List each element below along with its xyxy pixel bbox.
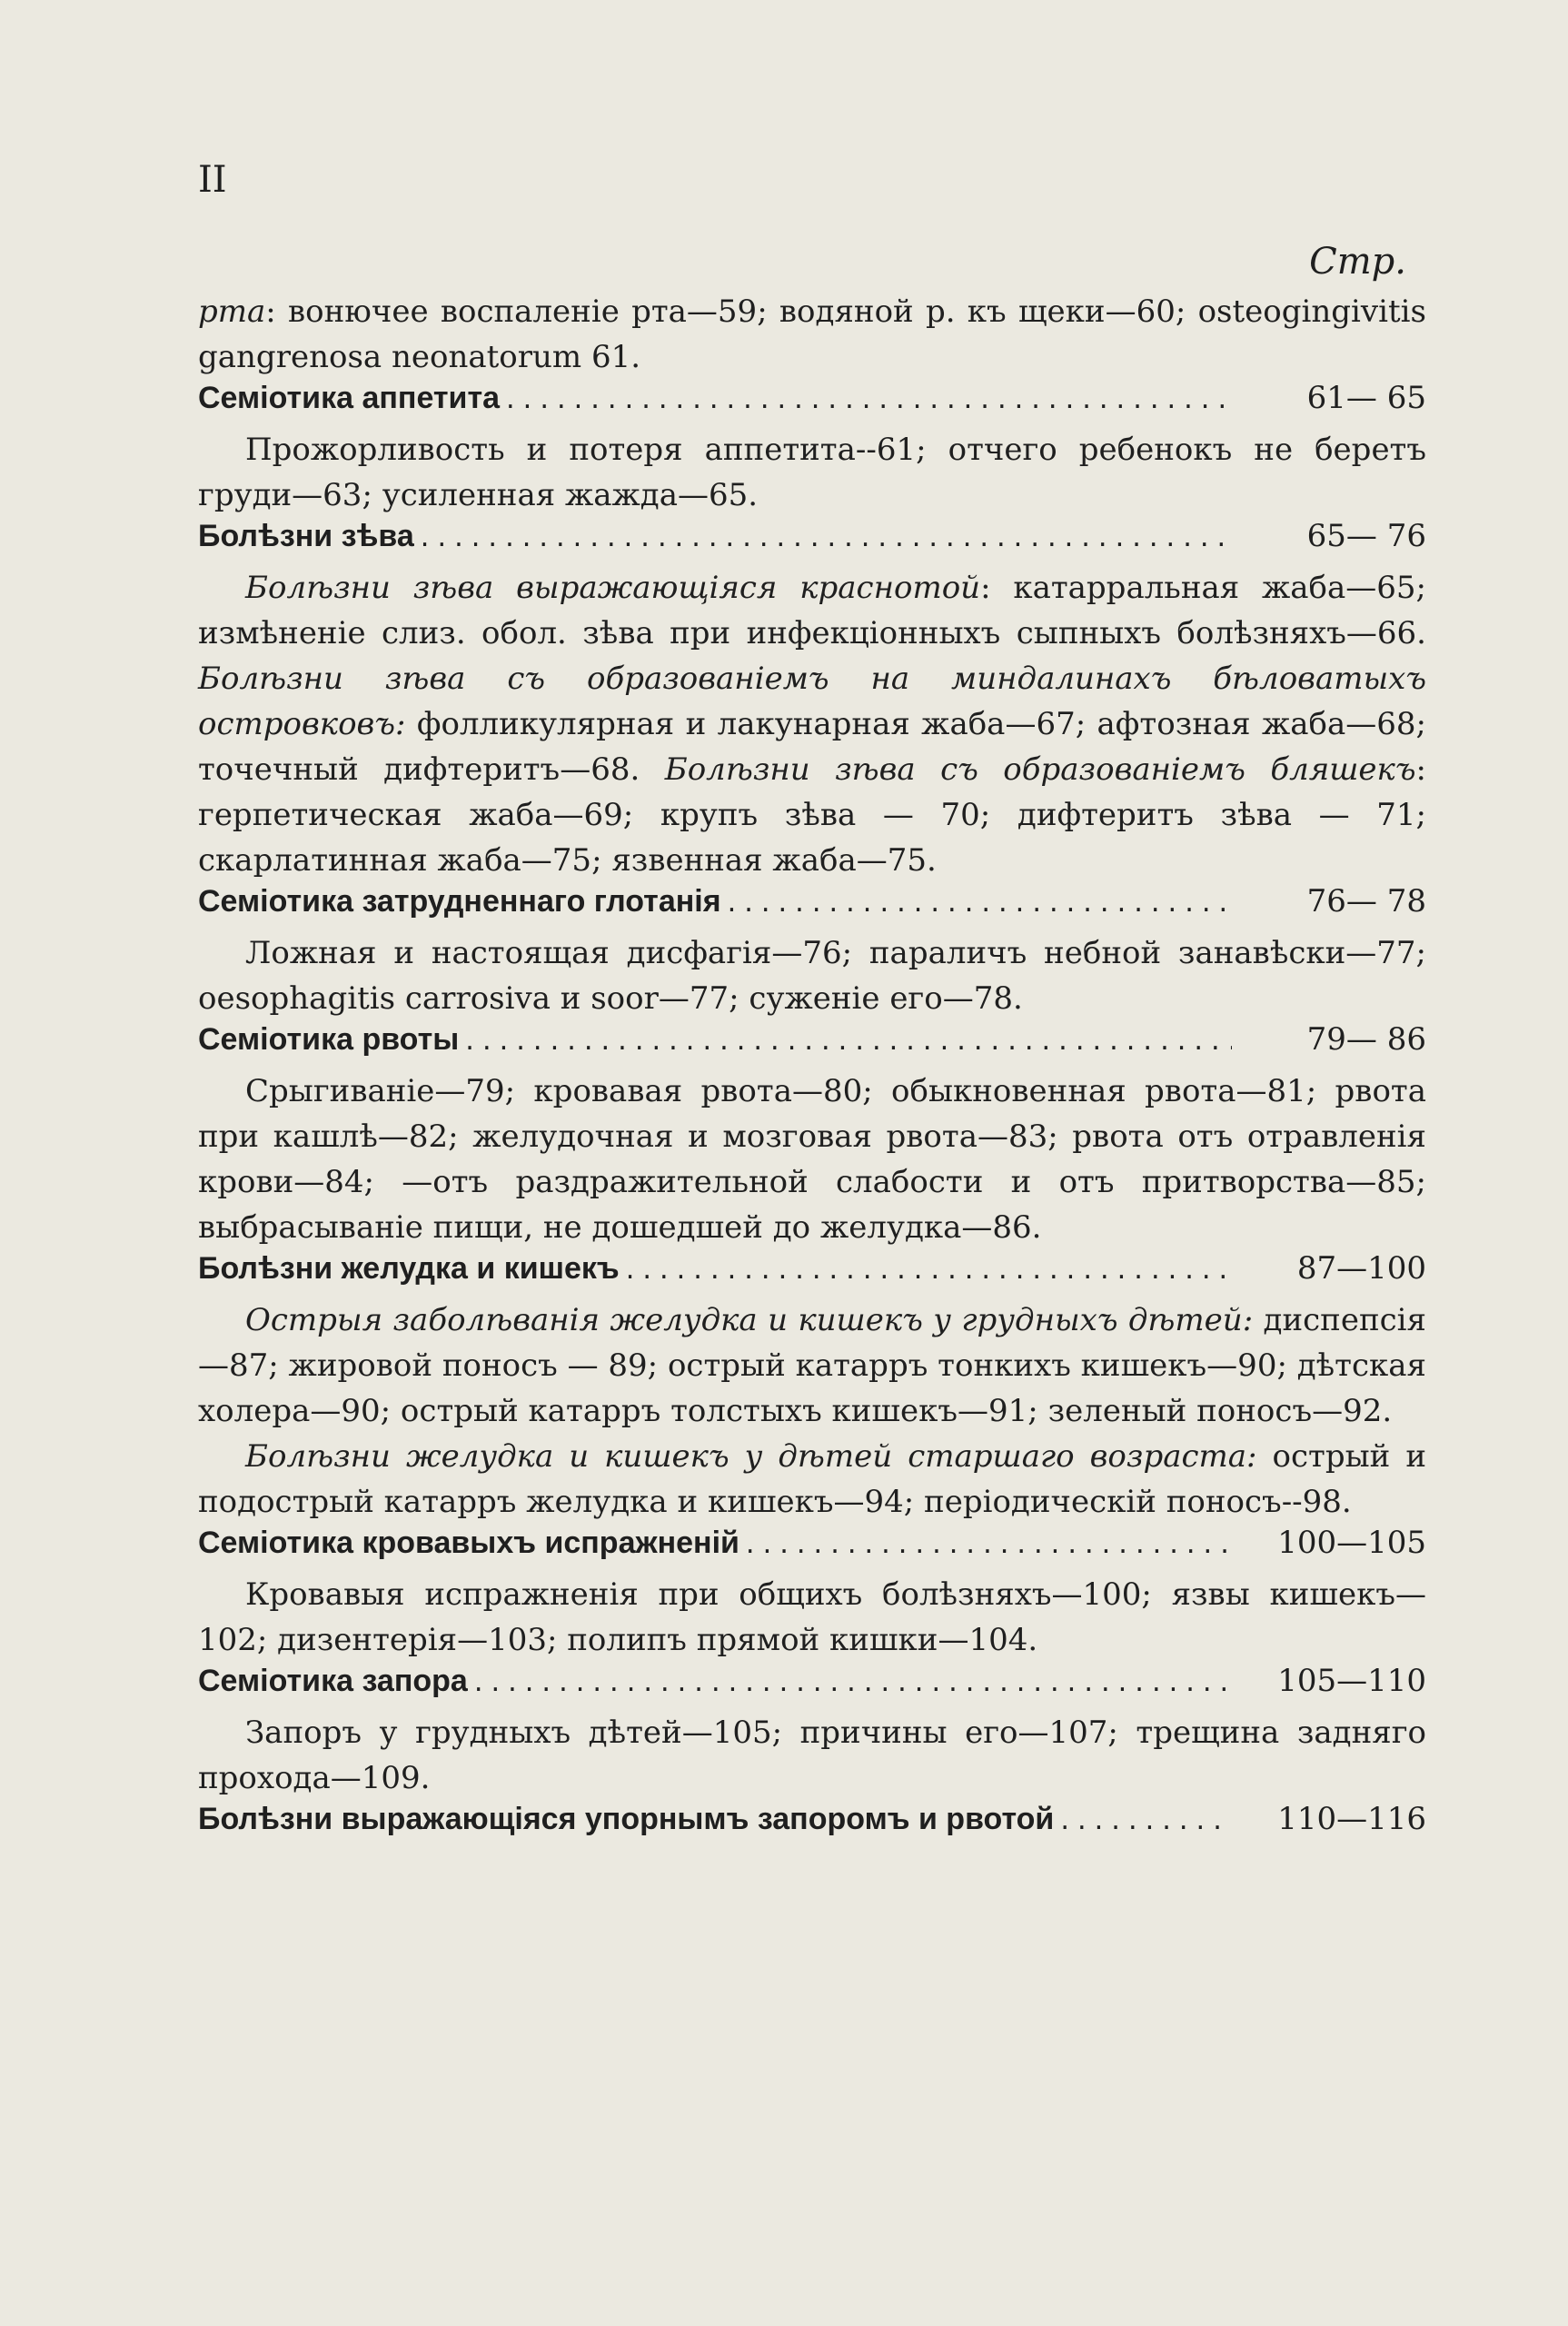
toc-entry-row	[198, 1525, 1426, 1572]
toc-entry-description	[198, 930, 1426, 1021]
page-number: II	[198, 159, 227, 201]
toc-entry-title: Болѣзни зѣва	[198, 519, 414, 553]
toc-entry-pages: 110—116	[1277, 1801, 1426, 1837]
toc-entry-pages: 65— 76	[1306, 518, 1426, 554]
toc-entry-row	[198, 1801, 1426, 1848]
toc-entry-row	[198, 883, 1426, 930]
toc-entry-row	[198, 1021, 1426, 1069]
toc-entry-title: Болѣзни выражающіяся упорнымъ запоромъ и рвотой	[198, 1802, 1055, 1836]
toc-entry-pages: 61— 65	[1306, 380, 1426, 416]
toc-entry-row	[198, 380, 1426, 427]
description-text: Прожорливость и потеря аппетита--61; отчего ребенокъ не беретъ груди—63; усиленная жажда—65.	[198, 432, 1426, 513]
description-italic-text: Болѣзни зѣва съ образованіемъ бляшекъ	[664, 751, 1416, 788]
description-text: острый и подострый катарръ желудка и кишекъ—94; періодическій поносъ--98.	[198, 1438, 1426, 1520]
dot-leader	[418, 525, 1232, 552]
dot-leader	[623, 1257, 1232, 1285]
description-italic-text: Болѣзни зѣва выражающіяся краснотой	[245, 570, 981, 606]
toc-entry-description	[198, 565, 1426, 883]
dot-leader	[503, 387, 1232, 414]
toc-entry-description	[198, 1572, 1426, 1663]
toc-entry-title: Семіотика рвоты	[198, 1022, 460, 1057]
description-text: Запоръ у грудныхъ дѣтей—105; причины его—107; трещина задняго прохода—109.	[198, 1715, 1426, 1796]
toc-entry-row	[198, 518, 1426, 565]
toc-entry-description	[198, 1297, 1426, 1434]
description-text: Ложная и настоящая дисфагія—76; параличъ небной занавѣски—77; oesophagitis carrosiva и soor—77; суженіе его—78.	[198, 935, 1426, 1017]
continuation-paragraph	[198, 289, 1426, 380]
continuation-italic: рта	[198, 293, 266, 330]
pages-column-header: Стр.	[1309, 241, 1406, 283]
toc-entry-title: Семіотика аппетита	[198, 381, 501, 415]
toc-entry-pages: 79— 86	[1306, 1021, 1426, 1058]
toc-entry-pages: 87—100	[1296, 1250, 1426, 1287]
toc-entry-title: Семіотика затрудненнаго глотанія	[198, 884, 721, 919]
toc-entry-description	[198, 1710, 1426, 1801]
toc-entry-title: Семіотика кровавыхъ испражненій	[198, 1526, 739, 1560]
toc-entry-description	[198, 427, 1426, 518]
toc-entry-pages: 105—110	[1277, 1663, 1426, 1699]
description-text: Кровавыя испражненія при общихъ болѣзняхъ—100; язвы кишекъ—102; дизентерія—103; полипъ прямой кишки—104.	[198, 1576, 1426, 1658]
dot-leader	[462, 1029, 1232, 1056]
toc-entry-title: Семіотика запора	[198, 1664, 468, 1698]
description-text: Срыгиваніе—79; кровавая рвота—80; обыкновенная рвота—81; рвота при кашлѣ—82; желудочная и мозговая рвота—83; рвота отъ отравленія крови—84; —отъ раздражительной слабости и отъ притворства—85; выбрасываніе пищи, не дошедшей до желудка—86.	[198, 1073, 1426, 1246]
toc-entry-row	[198, 1250, 1426, 1297]
toc-entry-row	[198, 1663, 1426, 1710]
toc-entry-description	[198, 1069, 1426, 1250]
description-text: : катарральная жаба—65; измѣненіе слиз. обол. зѣва при инфекціонныхъ сыпныхъ болѣзняхъ—66.	[198, 570, 1426, 651]
toc-entry-pages: 100—105	[1277, 1525, 1426, 1561]
toc-entry-title: Болѣзни желудка и кишекъ	[198, 1251, 620, 1286]
dot-leader	[1057, 1808, 1232, 1835]
description-italic-text: Острыя заболѣванія желудка и кишекъ у грудныхъ дѣтей:	[245, 1302, 1254, 1338]
toc-entries	[198, 380, 1426, 1848]
toc-entry-description	[198, 1434, 1426, 1525]
table-of-contents	[198, 234, 1426, 1848]
dot-leader	[725, 890, 1232, 918]
description-text: диспепсія—87; жировой поносъ — 89; острый катарръ тонкихъ кишекъ—90; дѣтская холера—90; острый катарръ толстыхъ кишекъ—91; зеленый поносъ—92.	[198, 1302, 1426, 1429]
toc-entry-pages: 76— 78	[1306, 883, 1426, 919]
dot-leader	[471, 1670, 1232, 1697]
dot-leader	[743, 1532, 1232, 1559]
continuation-text: : вонючее воспаленіе рта—59; водяной р. къ щеки—60; osteogingivitis gangrenosa neonatorum 61.	[198, 293, 1426, 375]
description-text: : герпетическая жаба—69; крупъ зѣва — 70; дифтеритъ зѣва — 71; скарлатинная жаба—75; язвенная жаба—75.	[198, 751, 1426, 879]
description-italic-text: Болѣзни зѣва съ образованіемъ на миндалинахъ бѣловатыхъ островковъ:	[198, 661, 1426, 742]
description-text: фолликулярная и лакунарная жаба—67; афтозная жаба—68; точечный дифтеритъ—68.	[198, 706, 1426, 788]
description-italic-text: Болѣзни желудка и кишекъ у дѣтей старшаго возраста:	[245, 1438, 1257, 1475]
